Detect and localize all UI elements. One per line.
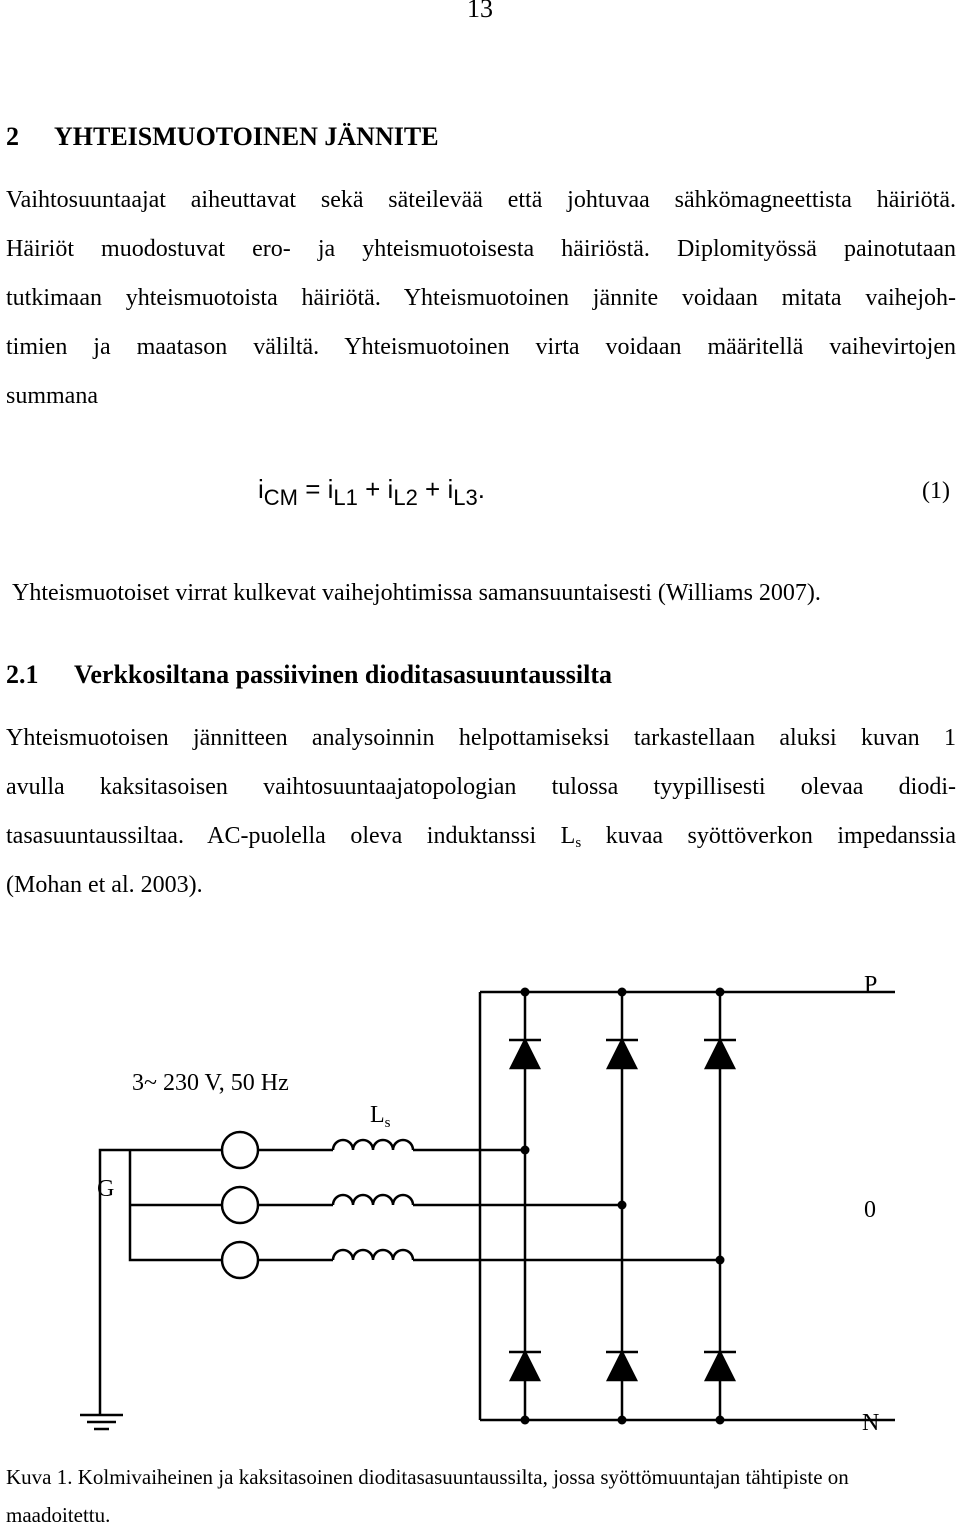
equation: $i_{CM} = i_{L1} + i_{L2} + i_{L3}$. [258, 474, 485, 510]
voltage-source-icon [222, 1132, 258, 1168]
diode-icon [704, 1352, 736, 1380]
inductor-icon [333, 1250, 413, 1260]
source-label: 3~ 230 V, 50 Hz [132, 1070, 289, 1096]
figure-caption-line: maadoitettu. [6, 1503, 111, 1527]
paragraph-line: Yhteismuotoisen jännitteen analysoinnin helpottamiseksi tarkastellaan aluksi kuvan 1 [6, 725, 956, 751]
equation-caption: Yhteismuotoiset virrat kulkevat vaihejohtimissa samansuuntaisesti (Williams 2007). [12, 580, 821, 606]
paragraph-line: Vaihtosuuntaajat aiheuttavat sekä säteilevää että johtuvaa sähkömagneettista häiriötä. [6, 187, 956, 213]
section-heading [6, 122, 439, 152]
subsection-heading [6, 660, 612, 690]
subsection-title: Verkkosiltana passiivinen dioditasasuuntaussilta [74, 660, 613, 689]
equation-number: (1) [922, 478, 950, 504]
p-label: P [864, 972, 878, 998]
ground-symbol-icon [80, 1415, 123, 1429]
inductor-icon [333, 1140, 413, 1150]
paragraph-line: avulla kaksitasoisen vaihtosuuntaajatopologian tulossa tyypillisesti olevaa diodi- [6, 774, 956, 800]
diode-icon [606, 1040, 638, 1068]
paragraph-line: tasasuuntaussiltaa. AC-puolella oleva induktanssi $L_s$ kuvaa syöttöverkon impedanssia [6, 823, 956, 851]
zero-label: 0 [864, 1197, 876, 1223]
paragraph-line: timien ja maatason väliltä. Yhteismuotoinen virta voidaan määritellä vaihevirtojen [6, 334, 956, 360]
figure-caption-line: Kuva 1. Kolmivaiheinen ja kaksitasoinen dioditasasuuntaussilta, jossa syöttömuuntajan tähtipiste on [6, 1465, 849, 1489]
paragraph-line: tutkimaan yhteismuotoista häiriötä. Yhteismuotoinen jännite voidaan mitata vaihejoh- [6, 285, 956, 311]
body-paragraph [6, 714, 956, 910]
subsection-number: 2.1 [6, 660, 39, 689]
figure-caption [6, 1458, 956, 1534]
paragraph-line: Häiriöt muodostuvat ero- ja yhteismuotoisesta häiriöstä. Diplomityössä painotutaan [6, 236, 956, 262]
n-label: N [862, 1410, 880, 1436]
inductance-label: $L_s$ [370, 1102, 391, 1131]
section-title: YHTEISMUOTOINEN JÄNNITE [54, 122, 439, 151]
paragraph-line: (Mohan et al. 2003). [6, 872, 203, 898]
voltage-source-icon [222, 1242, 258, 1278]
page-number: 13 [467, 0, 493, 23]
intro-paragraph [6, 176, 956, 421]
section-number: 2 [6, 122, 19, 151]
circuit-diagram [0, 940, 960, 1450]
inductor-icon [333, 1195, 413, 1205]
diode-icon [509, 1040, 541, 1068]
paragraph-line: summana [6, 383, 98, 409]
voltage-source-icon [222, 1187, 258, 1223]
diode-icon [704, 1040, 736, 1068]
diode-icon [509, 1352, 541, 1380]
ground-wire [100, 1150, 222, 1415]
ground-label: G [97, 1176, 115, 1202]
diode-icon [606, 1352, 638, 1380]
